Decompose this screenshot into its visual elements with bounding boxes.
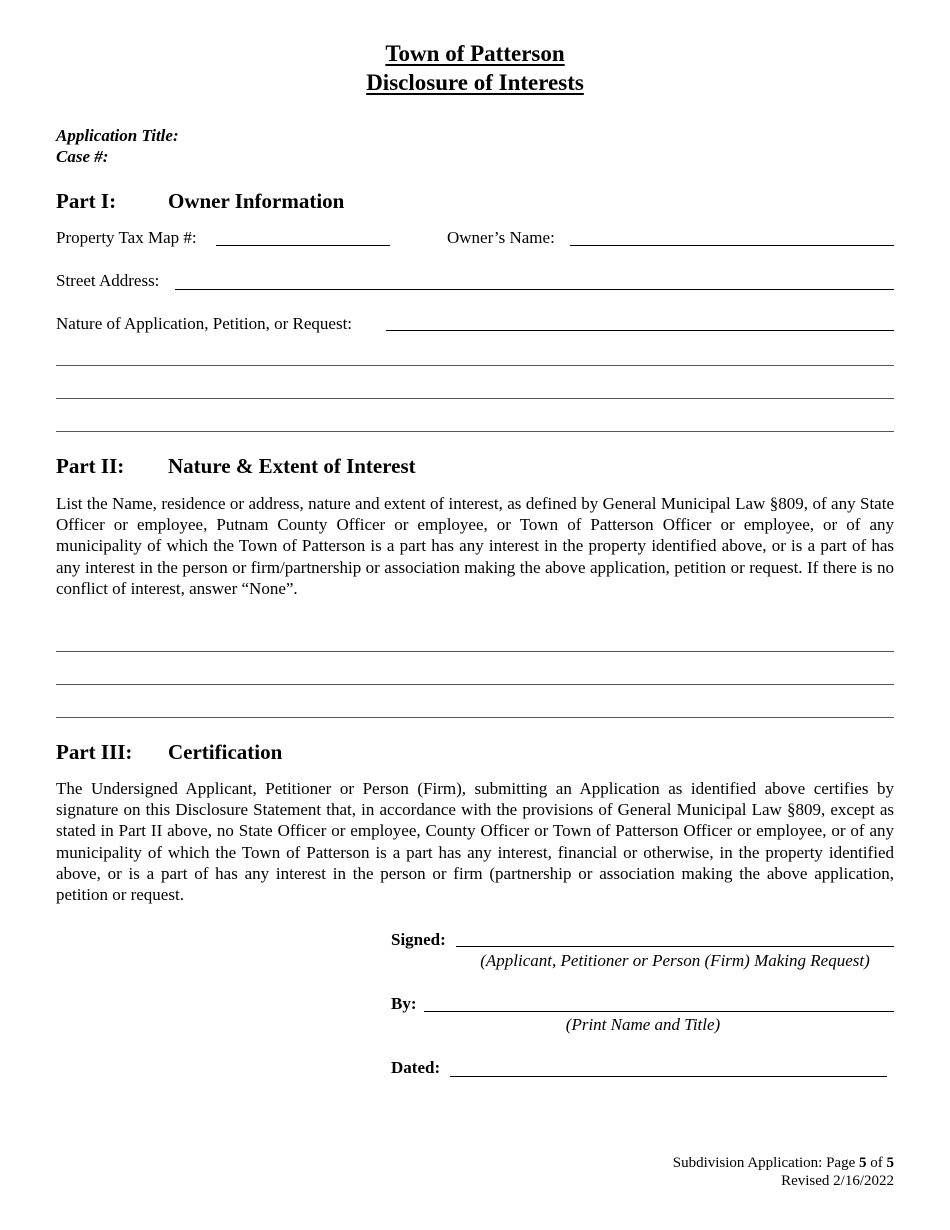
footer-page-current: 5 [859, 1155, 867, 1171]
dated-label: Dated: [391, 1058, 441, 1077]
document-page [56, 0, 894, 1230]
part1-heading [56, 188, 344, 214]
tax-map-field[interactable] [216, 245, 390, 246]
signature-field[interactable] [456, 946, 894, 947]
owner-name-label: Owner’s Name: [447, 228, 555, 247]
nature-of-application-field[interactable] [386, 330, 894, 331]
interest-blank-line-3[interactable] [56, 717, 894, 718]
part3-heading [56, 739, 282, 765]
footer-page-total: 5 [886, 1155, 894, 1171]
nature-blank-line-3[interactable] [56, 431, 894, 432]
nature-of-application-label: Nature of Application, Petition, or Request: [56, 314, 353, 333]
part2-title: Nature & Extent of Interest [168, 454, 416, 478]
nature-blank-line-1[interactable] [56, 365, 894, 366]
owner-name-field[interactable] [570, 245, 894, 246]
page-title: Town of Patterson [385, 41, 565, 66]
street-address-field[interactable] [175, 289, 894, 290]
part3-number: Part III: [56, 740, 133, 764]
street-address-label: Street Address: [56, 271, 160, 290]
part1-number: Part I: [56, 189, 117, 213]
nature-blank-line-2[interactable] [56, 398, 894, 399]
application-title-label: Application Title: [56, 126, 179, 145]
footer-page-prefix: Subdivision Application: Page [672, 1155, 859, 1171]
part2-heading [56, 453, 416, 479]
signed-caption: (Applicant, Petitioner or Person (Firm) Making Request) [480, 951, 870, 970]
by-label: By: [391, 994, 417, 1013]
footer-revised-date: Revised 2/16/2022 [781, 1173, 894, 1189]
by-caption: (Print Name and Title) [565, 1015, 721, 1034]
part3-title: Certification [168, 740, 283, 764]
print-name-field[interactable] [424, 1011, 894, 1012]
part2-instructions: List the Name, residence or address, nature and extent of interest, as defined by General Municipal Law §809, of any State Officer or employee, Putnam County Officer or employee, or Town of Patterson Officer or employee, or of any municipality of which the Town of Patterson is a part has any interest in the property identified above, or is a part of has any interest in the person or firm/partnership or association making the above application, petition or request. If there is no conflict of interest, answer “None”. [56, 494, 894, 598]
interest-blank-line-1[interactable] [56, 651, 894, 652]
tax-map-label: Property Tax Map #: [56, 228, 197, 247]
certification-statement: The Undersigned Applicant, Petitioner or Person (Firm), submitting an Application as identified above certifies by signature on this Disclosure Statement that, in accordance with the provisions of General Municipal Law §809, except as stated in Part II above, no State Officer or employee, County Officer or Town of Patterson Officer or employee, or of any municipality of which the Town of Patterson is a part has any interest, financial or otherwise, in the property identified above, or is a part of has any interest in the person or firm (partnership or association making the above application, petition or request. [56, 779, 894, 905]
part1-title: Owner Information [168, 189, 345, 213]
interest-blank-line-2[interactable] [56, 684, 894, 685]
date-field[interactable] [450, 1076, 887, 1077]
page-subtitle: Disclosure of Interests [366, 70, 584, 95]
part2-number: Part II: [56, 454, 125, 478]
footer-page-of: of [866, 1155, 887, 1171]
footer-page-number [494, 1154, 894, 1172]
case-number-label: Case #: [56, 147, 109, 166]
signed-label: Signed: [391, 930, 446, 949]
